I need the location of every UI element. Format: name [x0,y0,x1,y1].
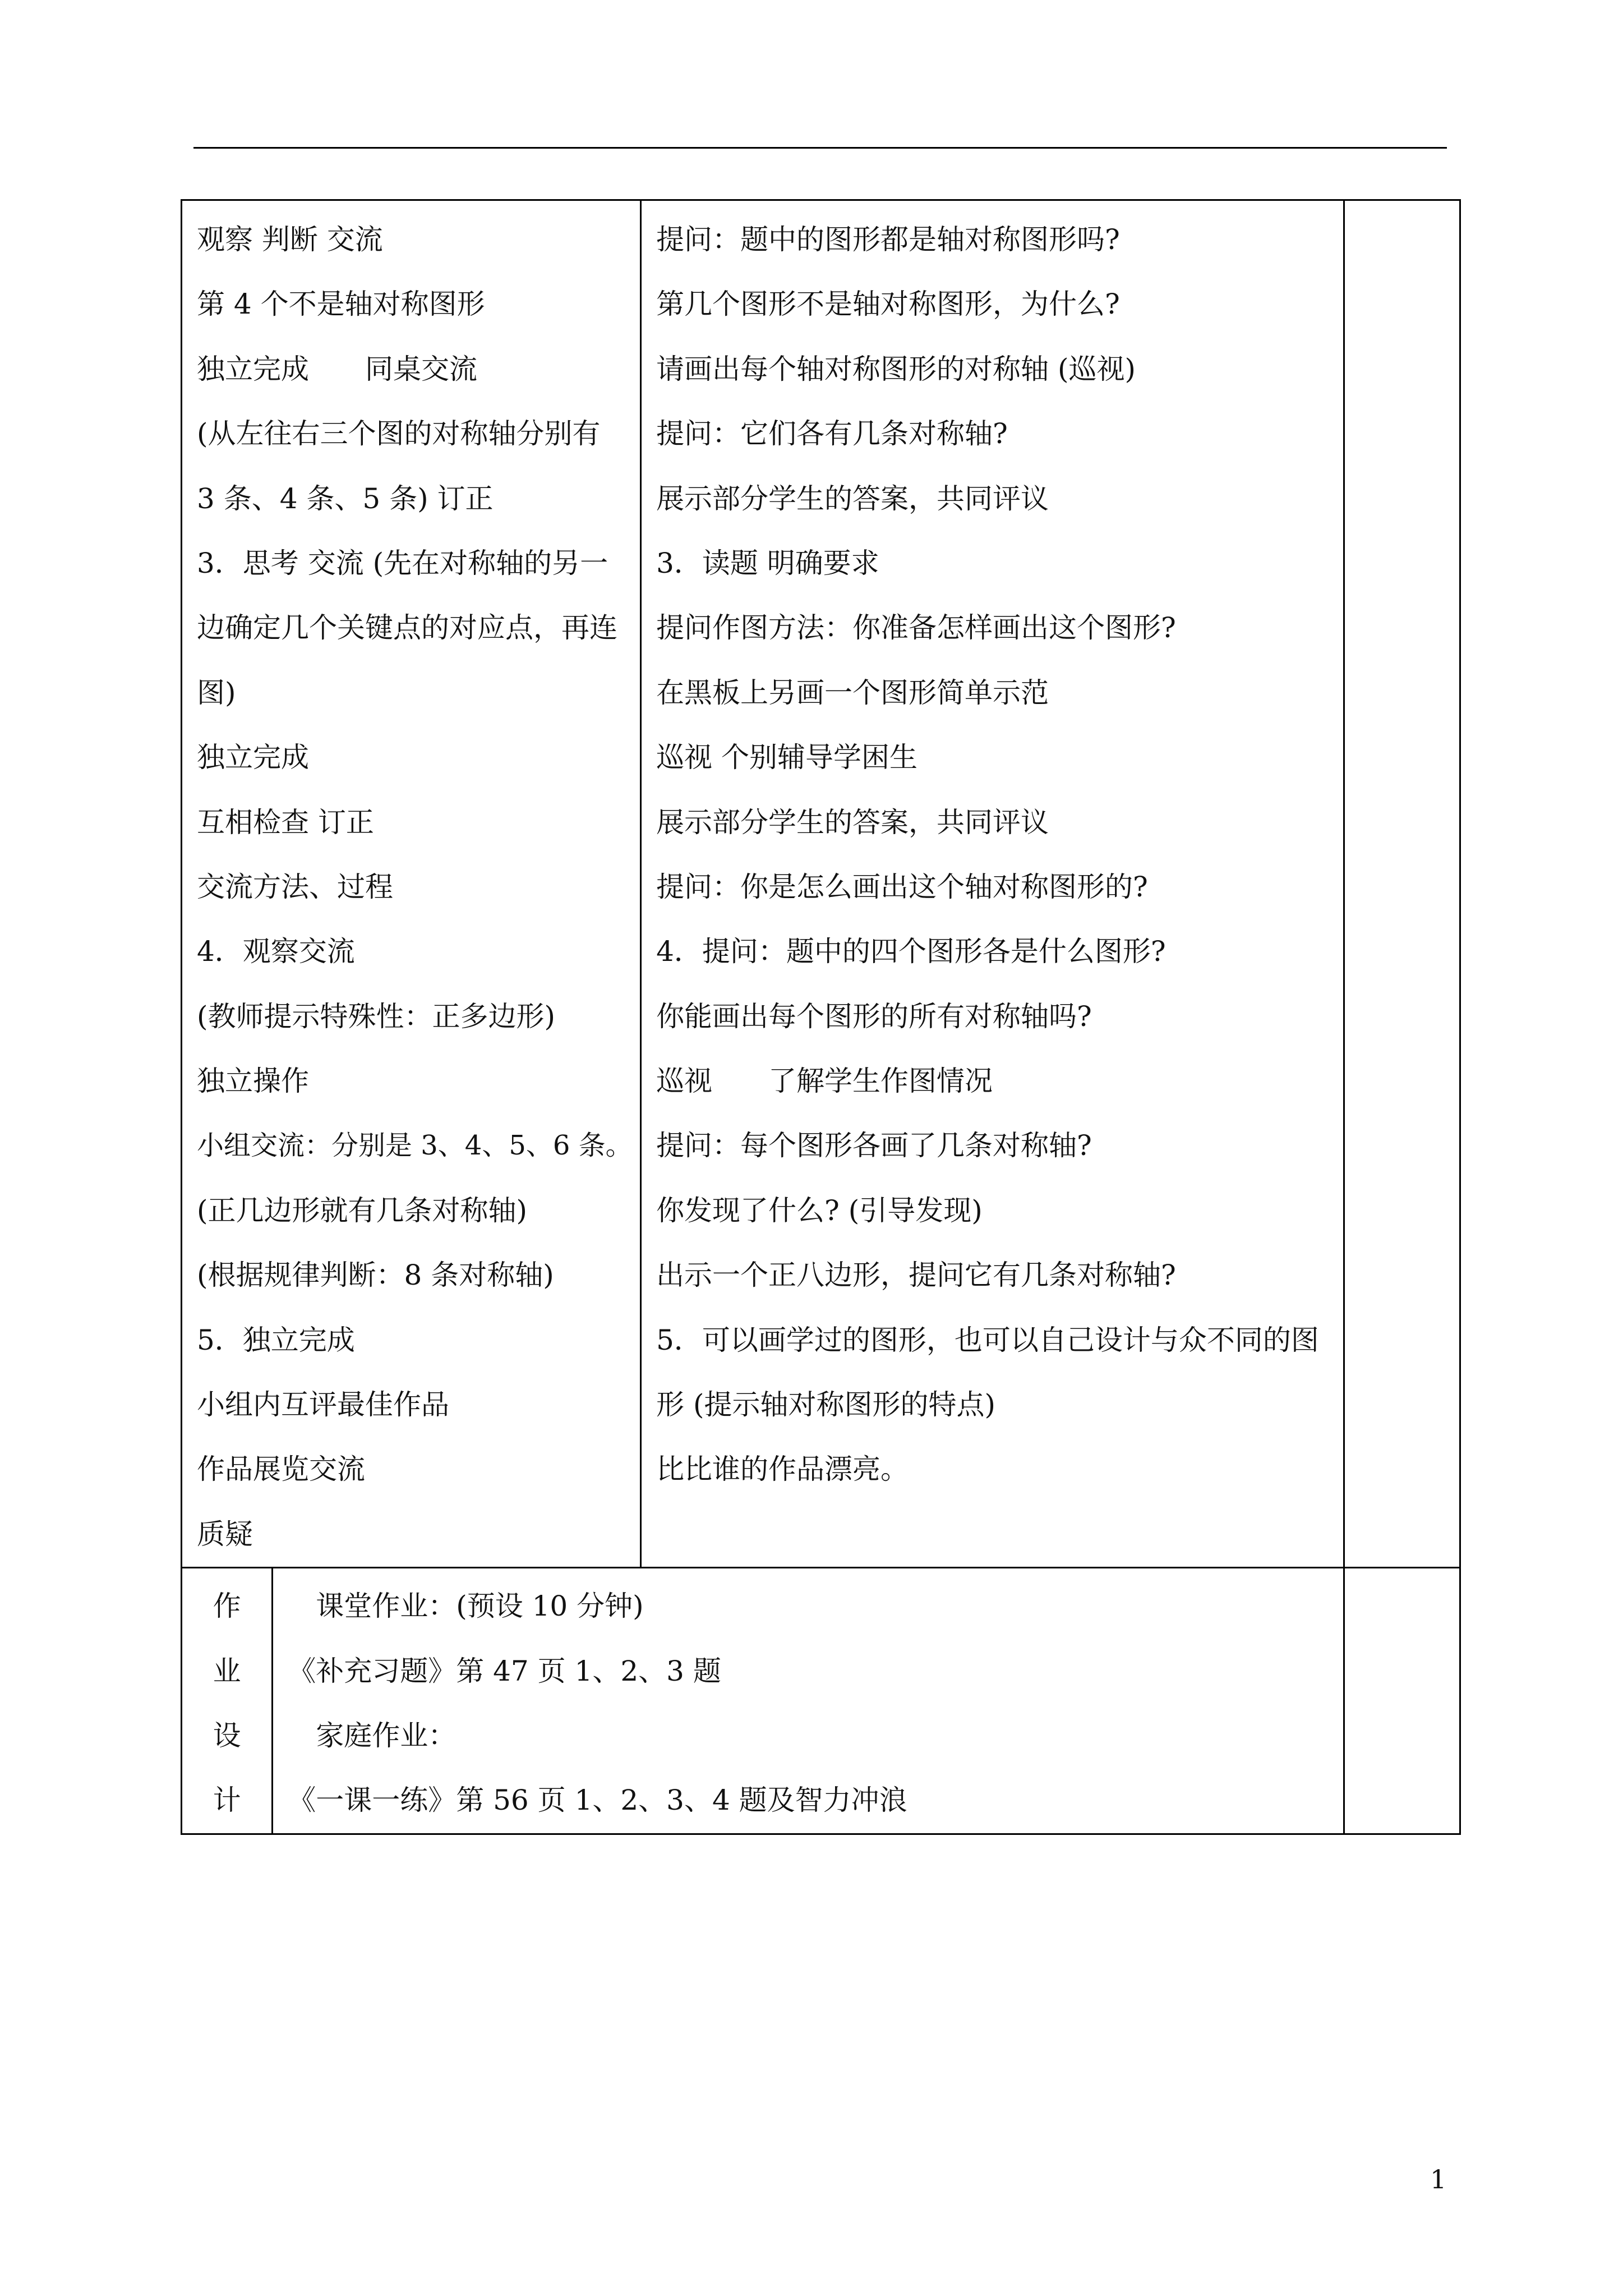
homework-label-cell [182,1568,273,1834]
homework-content [273,1568,1343,1833]
lesson-plan-table [181,199,1461,1835]
homework-label-char: 计 [213,1784,241,1817]
student-activity-cell [182,200,641,1568]
homework-line: 《一课一练》第 56 页 1、2、3、4 题及智力冲浪 [288,1784,907,1817]
student-activity-line: 小组内互评最佳作品 [197,1388,449,1421]
homework-label-char: 作 [213,1590,241,1623]
homework-label-char: 业 [213,1654,241,1687]
homework-line: 《补充习题》第 47 页 1、2、3 题 [288,1654,721,1687]
teacher-activity-line: 出示一个正八边形，提问它有几条对称轴? [656,1259,1176,1292]
teacher-activity-line: 你发现了什么? (引导发现) [656,1194,983,1227]
student-activity-line: 观察 判断 交流 [197,223,383,256]
teacher-activity-line: 4．提问：题中的四个图形各是什么图形? [656,935,1166,968]
student-activity-line: 作品展览交流 [197,1453,365,1486]
teacher-activity-line: 请画出每个轴对称图形的对称轴 (巡视) [656,352,1136,385]
teacher-activity-line: 你能画出每个图形的所有对称轴吗? [656,1000,1092,1033]
teacher-activity-line: 提问：它们各有几条对称轴? [656,417,1008,450]
student-activity-text [182,201,640,1567]
homework-label-char: 设 [213,1719,241,1752]
teacher-activity-line: 在黑板上另画一个图形简单示范 [656,676,1049,709]
teacher-activity-line: 比比谁的作品漂亮。 [656,1453,909,1486]
student-activity-line: (根据规律判断：8 条对称轴) [197,1259,554,1292]
homework-line: 家庭作业： [288,1719,457,1752]
teacher-activity-line: 提问作图方法：你准备怎样画出这个图形? [656,611,1176,645]
teacher-activity-line: 提问：你是怎么画出这个轴对称图形的? [656,870,1148,903]
student-activity-line: 4．观察交流 [197,935,355,968]
student-activity-line: (正几边形就有几条对称轴) [197,1194,528,1227]
teacher-activity-line: 提问：题中的图形都是轴对称图形吗? [656,223,1120,256]
teacher-activity-line: 提问：每个图形各画了几条对称轴? [656,1129,1092,1162]
student-activity-line: 图) [197,676,236,709]
homework-notes-cell [1344,1568,1460,1834]
teacher-activity-line: 第几个图形不是轴对称图形，为什么? [656,288,1120,321]
student-activity-line: 独立完成 同桌交流 [197,352,477,385]
student-activity-line: 5．独立完成 [197,1323,355,1356]
student-activity-line: 3 条、4 条、5 条) 订正 [197,482,494,515]
homework-content-cell [273,1568,1344,1834]
teacher-activity-line: 巡视 个别辅导学困生 [656,741,917,774]
student-activity-line: (教师提示特殊性：正多边形) [197,1000,556,1033]
student-activity-line: 独立完成 [197,741,309,774]
student-activity-line: 小组交流：分别是 3、4、5、6 条。 [197,1130,633,1162]
page-number: 1 [1430,2164,1447,2194]
student-activity-line: 3．思考 交流 (先在对称轴的另一 [197,546,608,579]
teacher-activity-line: 展示部分学生的答案，共同评议 [656,806,1049,839]
notes-cell [1344,200,1460,1568]
student-activity-line: 第 4 个不是轴对称图形 [197,288,485,321]
homework-line: 课堂作业：(预设 10 分钟) [288,1590,644,1623]
teacher-activity-line: 形 (提示轴对称图形的特点) [656,1388,995,1421]
activity-row [182,200,1460,1568]
homework-label [182,1568,271,1833]
student-activity-line: 交流方法、过程 [197,870,393,903]
student-activity-line: 独立操作 [197,1065,309,1098]
student-activity-line: 质疑 [197,1517,253,1550]
student-activity-line: 互相检查 订正 [197,806,374,839]
teacher-activity-line: 巡视 了解学生作图情况 [656,1065,993,1098]
teacher-activity-line: 3．读题 明确要求 [656,546,879,579]
teacher-activity-cell [641,200,1344,1568]
teacher-activity-text [642,201,1343,1502]
teacher-activity-line: 展示部分学生的答案，共同评议 [656,482,1049,515]
student-activity-line: (从左往右三个图的对称轴分别有 [197,417,601,450]
teacher-activity-line: 5．可以画学过的图形，也可以自己设计与众不同的图 [656,1323,1319,1356]
student-activity-line: 边确定几个关键点的对应点，再连 [197,611,617,645]
homework-row [182,1568,1460,1834]
header-rule [193,147,1447,149]
